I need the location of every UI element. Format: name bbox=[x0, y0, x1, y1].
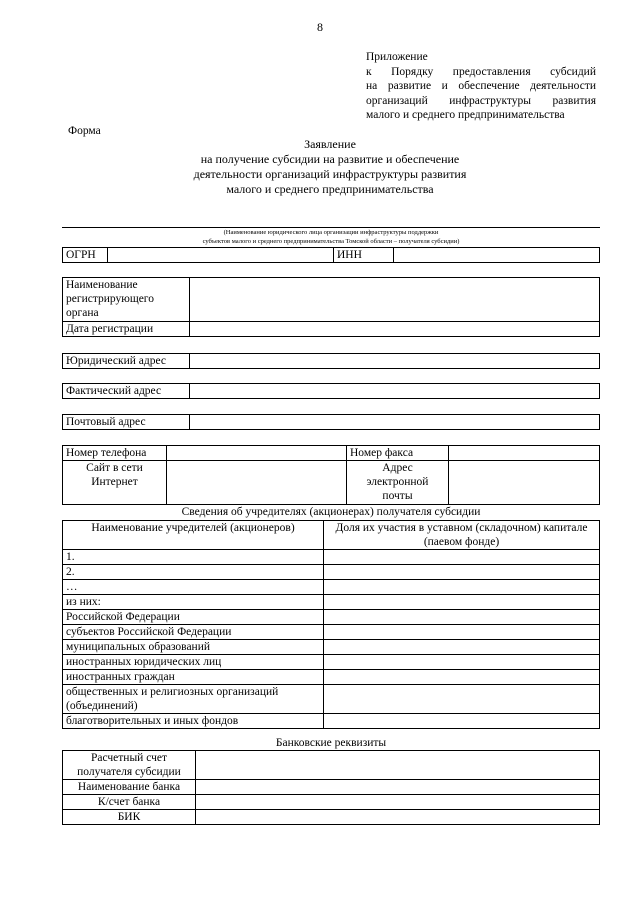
founder-row-label: Российской Федерации bbox=[63, 610, 324, 625]
corr-account-field[interactable] bbox=[196, 795, 600, 810]
founders-col-name-header: Наименование учредителей (акционеров) bbox=[63, 521, 324, 550]
title-line: деятельности организаций инфраструктуры развития bbox=[193, 167, 467, 181]
appendix-line: организаций инфраструктуры развития bbox=[366, 94, 596, 107]
appendix-line: на развитие и обеспечение деятельности bbox=[366, 80, 596, 92]
website-field[interactable] bbox=[167, 461, 347, 505]
founder-row-label: муниципальных образований bbox=[63, 640, 324, 655]
org-name-caption bbox=[62, 228, 600, 246]
founder-share-field[interactable] bbox=[324, 595, 600, 610]
phone-field[interactable] bbox=[167, 446, 347, 461]
founder-row-label: 2. bbox=[63, 565, 324, 580]
founder-row-label: иностранных юридических лиц bbox=[63, 655, 324, 670]
fax-field[interactable] bbox=[449, 446, 600, 461]
legal-address-label: Юридический адрес bbox=[63, 354, 190, 369]
bank-account-field[interactable] bbox=[196, 751, 600, 780]
founder-row-label: общественных и религиозных организаций (объединений) bbox=[63, 685, 324, 714]
actual-address-label: Фактический адрес bbox=[63, 384, 190, 399]
appendix-block bbox=[366, 50, 596, 123]
founder-row-label: … bbox=[63, 580, 324, 595]
founder-row-label: субъектов Российской Федерации bbox=[63, 625, 324, 640]
form-label: Форма bbox=[68, 125, 101, 137]
appendix-line: к Порядку предоставления субсидий bbox=[366, 65, 596, 78]
founder-share-field[interactable] bbox=[324, 685, 600, 714]
founder-row-label: из них: bbox=[63, 595, 324, 610]
founder-row-label: 1. bbox=[63, 550, 324, 565]
actual-address-field[interactable] bbox=[190, 384, 600, 399]
postal-address-label: Почтовый адрес bbox=[63, 415, 190, 430]
caption-line: субъектов малого и среднего предпринимательства Томской области – получателя субсидии) bbox=[202, 238, 460, 245]
founder-share-field[interactable] bbox=[324, 565, 600, 580]
bank-name-field[interactable] bbox=[196, 780, 600, 795]
page-number: 8 bbox=[317, 20, 323, 34]
founder-share-field[interactable] bbox=[324, 670, 600, 685]
founders-section-title: Сведения об учредителях (акционерах) получателя субсидии bbox=[181, 506, 481, 518]
founders-table bbox=[62, 520, 600, 729]
website-label: Сайт в сети Интернет bbox=[63, 461, 167, 505]
founder-row-label: иностранных граждан bbox=[63, 670, 324, 685]
legal-address-table bbox=[62, 353, 600, 369]
bank-account-label: Расчетный счет получателя субсидии bbox=[63, 751, 196, 780]
actual-address-table bbox=[62, 383, 600, 399]
bank-name-label: Наименование банка bbox=[63, 780, 196, 795]
bank-section-title: Банковские реквизиты bbox=[275, 737, 387, 749]
contacts-table bbox=[62, 445, 600, 505]
registration-authority-label: Наименование регистрирующего органа bbox=[63, 278, 190, 322]
phone-label: Номер телефона bbox=[63, 446, 167, 461]
title-line: на получение субсидии на развитие и обеспечение bbox=[200, 152, 460, 166]
document-title bbox=[130, 137, 530, 197]
founder-share-field[interactable] bbox=[324, 625, 600, 640]
registration-date-field[interactable] bbox=[190, 322, 600, 337]
title-line: Заявление bbox=[304, 137, 356, 151]
founder-share-field[interactable] bbox=[324, 655, 600, 670]
founder-row-label: благотворительных и иных фондов bbox=[63, 714, 324, 729]
founder-share-field[interactable] bbox=[324, 610, 600, 625]
corr-account-label: К/счет банка bbox=[63, 795, 196, 810]
bik-label: БИК bbox=[63, 810, 196, 825]
email-field[interactable] bbox=[449, 461, 600, 505]
fax-label: Номер факса bbox=[347, 446, 449, 461]
title-line: малого и среднего предпринимательства bbox=[226, 182, 434, 196]
founder-share-field[interactable] bbox=[324, 714, 600, 729]
founder-share-field[interactable] bbox=[324, 550, 600, 565]
ogrn-field[interactable] bbox=[108, 248, 334, 263]
caption-line: (Наименование юридического лица организации инфраструктуры поддержки bbox=[223, 229, 439, 236]
ogrn-inn-table bbox=[62, 247, 600, 263]
registration-table bbox=[62, 277, 600, 337]
postal-address-table bbox=[62, 414, 600, 430]
bank-table bbox=[62, 750, 600, 825]
registration-authority-field[interactable] bbox=[190, 278, 600, 322]
founder-share-field[interactable] bbox=[324, 640, 600, 655]
founder-share-field[interactable] bbox=[324, 580, 600, 595]
inn-label: ИНН bbox=[334, 248, 394, 263]
email-label: Адрес электронной почты bbox=[347, 461, 449, 505]
inn-field[interactable] bbox=[394, 248, 600, 263]
legal-address-field[interactable] bbox=[190, 354, 600, 369]
postal-address-field[interactable] bbox=[190, 415, 600, 430]
bik-field[interactable] bbox=[196, 810, 600, 825]
appendix-line: малого и среднего предпринимательства bbox=[366, 109, 565, 121]
registration-date-label: Дата регистрации bbox=[63, 322, 190, 337]
appendix-line: Приложение bbox=[366, 51, 428, 63]
ogrn-label: ОГРН bbox=[63, 248, 108, 263]
founders-col-share-header: Доля их участия в уставном (складочном) капитале (паевом фонде) bbox=[324, 521, 600, 550]
